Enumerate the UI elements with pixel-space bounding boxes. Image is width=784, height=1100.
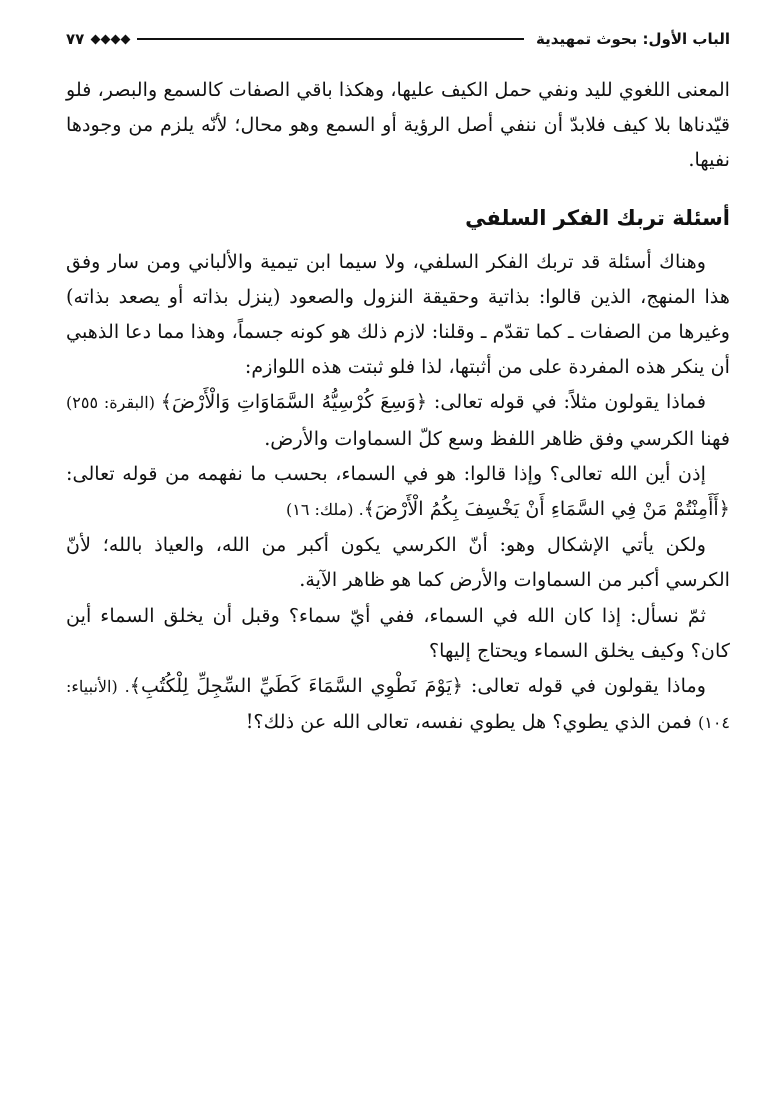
quran-verse: ﴿أَأَمِنْتُمْ مَنْ فِي السَّمَاءِ أَنْ يَخْسِفَ بِكُمُ الْأَرْضَ﴾ [363, 497, 730, 521]
verse-citation: . (ملك: ١٦) [285, 500, 364, 520]
paragraph-1: المعنى اللغوي لليد ونفي حمل الكيف عليها، وهكذا باقي الصفات كالسمع والبصر، فلو قيّدناها بلا كيف فلابدّ أن ننفي أصل الرؤية أو السمع وهو محال؛ لأنّه يلزم من وجودها نفيها. [66, 78, 730, 172]
paragraph-7 [66, 668, 730, 740]
book-page [66, 26, 730, 1086]
verse-citation: (البقرة: ٢٥٥) [66, 393, 161, 413]
diamond-ornament-icon [121, 34, 131, 44]
paragraph-2: وهناك أسئلة قد تربك الفكر السلفي، ولا سيما ابن تيمية والألباني ومن سار وفق هذا المنهج، الذين قالوا: بذاتية وحقيقة النزول والصعود (ينزل بذاته أو يصعد بذاته) وغيرها من الصفات ـ كما تقدّم ـ وقلنا: لازم ذلك هو كونه جسماً، وهذا مما دعا الذهبي أن ينكر هذه المفردة على من أثبتها، لذا فلو ثبتت هذه اللوازم: [66, 249, 730, 379]
paragraph-6: ثمّ نسأل: إذا كان الله في السماء، ففي أيّ سماء؟ وقبل أن يخلق السماء أين كان؟ وكيف يخلق السماء ويحتاج إليها؟ [66, 603, 730, 662]
paragraph-3-lead: فماذا يقولون مثلاً: في قوله تعالى: [427, 390, 707, 414]
paragraph-3 [66, 384, 730, 455]
quran-verse: ﴿يَوْمَ نَطْوِي السَّمَاءَ كَطَيِّ السِّجِلِّ لِلْكُتُبِ﴾ [129, 674, 463, 698]
page-body [66, 72, 730, 740]
paragraph-4-lead: إذن أين الله تعالى؟ وإذا قالوا: هو في السماء، بحسب ما نفهمه من قوله تعالى: [66, 461, 706, 485]
header-rule [137, 38, 524, 40]
running-header [66, 26, 730, 52]
paragraph-4 [66, 456, 730, 527]
quran-verse: ﴿وَسِعَ كُرْسِيُّهُ السَّمَاوَاتِ وَالْأَرْضَ﴾ [160, 390, 428, 414]
page-number: ٧٧ [66, 30, 85, 48]
paragraph-5: ولكن يأتي الإشكال وهو: أنّ الكرسي يكون أكبر من الله، والعياذ بالله؛ لأنّ الكرسي أكبر من السماوات والأرض كما هو ظاهر الآية. [66, 533, 730, 592]
verse-citation: . (الأنبياء: ١٠٤) [66, 677, 730, 733]
chapter-title: الباب الأول: بحوث تمهيدية [536, 30, 730, 48]
paragraph-7-lead: وماذا يقولون في قوله تعالى: [462, 674, 706, 698]
paragraph-3-tail: فهنا الكرسي وفق ظاهر اللفظ وسع كلّ السماوات والأرض. [264, 426, 730, 450]
section-heading: أسئلة تربك الفكر السلفي [465, 205, 730, 230]
header-ornament [88, 36, 133, 43]
paragraph-7-tail: فمن الذي يطوي؟ هل يطوي نفسه، تعالى الله عن ذلك؟! [245, 710, 698, 734]
